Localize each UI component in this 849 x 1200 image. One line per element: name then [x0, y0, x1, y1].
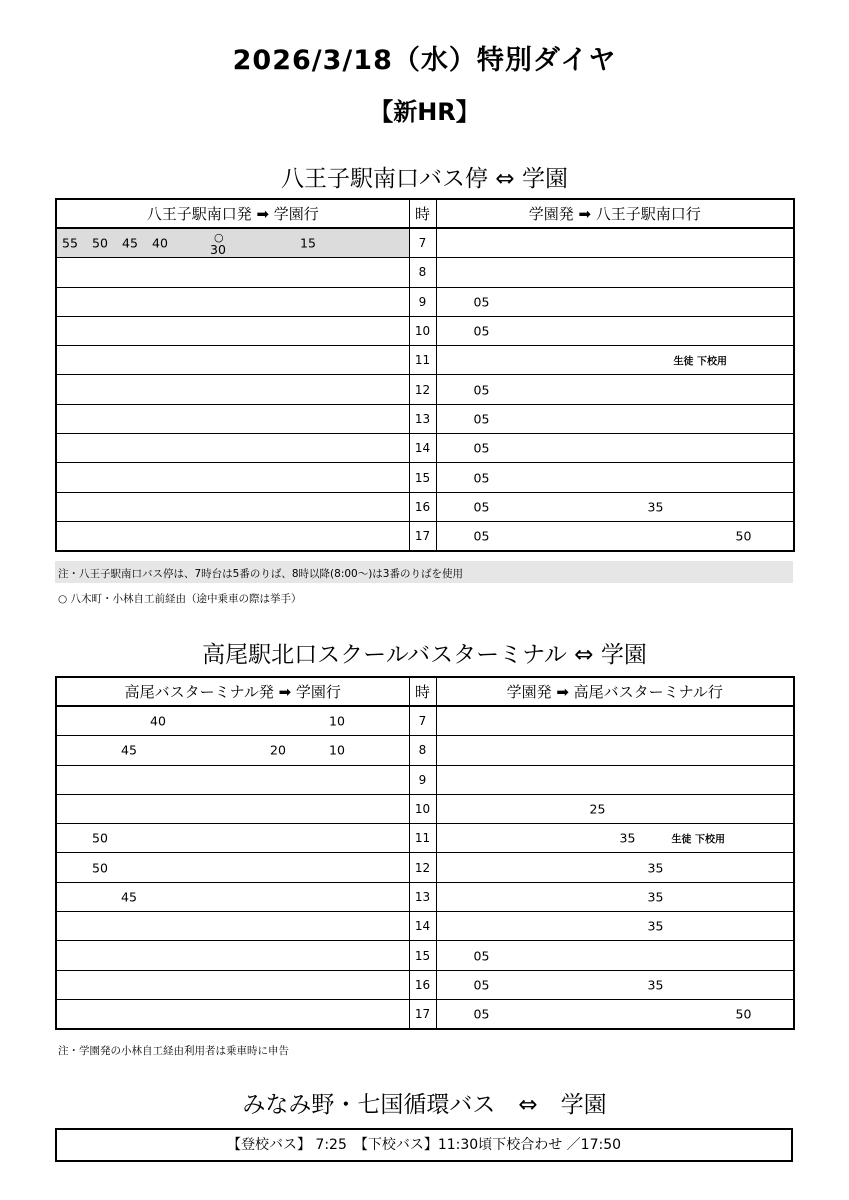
table-cell — [436, 404, 794, 433]
table-cell — [56, 706, 409, 736]
hour-cell: 10 — [409, 794, 436, 823]
hour-cell: 12 — [409, 853, 436, 882]
minute: 15 — [300, 235, 316, 251]
student-dismissal-note: 生徒 下校用 — [671, 834, 725, 846]
hour-cell: 9 — [409, 765, 436, 794]
table-cell — [56, 853, 409, 882]
table-cell — [56, 912, 409, 941]
hour-cell: 14 — [409, 434, 436, 463]
minute: 30 — [210, 242, 226, 257]
hour-cell: 7 — [409, 706, 436, 736]
table-cell — [436, 287, 794, 316]
minute: 05 — [473, 948, 490, 964]
note-kobayashi: 注・学園発の小林自工経由利用者は乗車時に申告 — [58, 1045, 289, 1057]
minute: 50 — [92, 860, 108, 876]
hour-cell: 15 — [409, 463, 436, 492]
minute: 05 — [473, 411, 490, 427]
circle-mark: ○ — [214, 231, 224, 244]
table-cell — [436, 521, 794, 551]
table-cell — [436, 794, 794, 823]
table-cell — [436, 228, 794, 258]
table-cell — [436, 463, 794, 492]
table-cell — [56, 765, 409, 794]
hour-cell: 17 — [409, 521, 436, 551]
minute: 05 — [473, 977, 490, 993]
table-cell — [56, 736, 409, 765]
hour-cell: 15 — [409, 941, 436, 970]
minute: 10 — [329, 713, 345, 729]
minute: 40 — [152, 235, 168, 251]
minute: 25 — [589, 801, 606, 817]
note-route: ○ 八木町・小林自工前経由（途中乗車の際は挙手） — [58, 593, 302, 605]
loop-bus-info: 【登校バス】 7:25 【下校バス】11:30頃下校合わせ ／17:50 — [55, 1128, 793, 1162]
page-subtitle: 【新HR】 — [369, 98, 480, 126]
minute: 45 — [121, 889, 137, 905]
minute: 55 — [62, 235, 78, 251]
table-cell — [436, 999, 794, 1029]
timetable-takao — [55, 676, 795, 1030]
hour-cell: 16 — [409, 970, 436, 999]
table-cell — [56, 287, 409, 316]
header-left: 高尾バスターミナル発 ➡ 学園行 — [56, 677, 409, 706]
table-cell — [56, 228, 409, 258]
table-cell — [436, 853, 794, 882]
minute: 35 — [647, 889, 664, 905]
header-right: 学園発 ➡ 高尾バスターミナル行 — [436, 677, 794, 706]
hour-cell: 8 — [409, 258, 436, 287]
section2-title: 高尾駅北口スクールバスターミナル ⇔ 学園 — [202, 642, 647, 668]
minute: 35 — [647, 860, 664, 876]
hour-cell: 16 — [409, 492, 436, 521]
section1-title: 八王子駅南口バス停 ⇔ 学園 — [281, 166, 568, 192]
minute: 10 — [329, 742, 345, 758]
table-cell — [436, 765, 794, 794]
minute: 05 — [473, 1006, 490, 1022]
table-cell — [56, 258, 409, 287]
hour-cell: 17 — [409, 999, 436, 1029]
table-cell — [56, 941, 409, 970]
minute: 05 — [473, 323, 490, 339]
table-cell — [436, 434, 794, 463]
minute: 45 — [121, 742, 137, 758]
hour-cell: 7 — [409, 228, 436, 258]
hour-cell: 13 — [409, 882, 436, 911]
table-cell — [56, 346, 409, 375]
table-cell — [56, 999, 409, 1029]
hour-cell: 11 — [409, 824, 436, 853]
minute: 05 — [473, 499, 490, 515]
table-cell — [56, 434, 409, 463]
table-cell — [56, 824, 409, 853]
table-cell — [56, 970, 409, 999]
table-cell — [56, 882, 409, 911]
hour-cell: 11 — [409, 346, 436, 375]
minute: 05 — [473, 470, 490, 486]
table-cell — [436, 882, 794, 911]
minute: 05 — [473, 294, 490, 310]
table-cell — [436, 912, 794, 941]
hour-cell: 12 — [409, 375, 436, 404]
table-cell — [56, 463, 409, 492]
minute: 35 — [647, 977, 664, 993]
table-cell — [56, 316, 409, 345]
header-hour: 時 — [409, 677, 436, 706]
table-cell — [436, 824, 794, 853]
minute: 50 — [735, 528, 752, 544]
minute: 40 — [150, 713, 166, 729]
minute: 45 — [122, 235, 138, 251]
table-cell — [56, 521, 409, 551]
note-platform: 注・八王子駅南口バス停は、7時台は5番のりば、8時以降(8:00～)は3番のりばを使用 — [58, 568, 463, 580]
minute: 50 — [92, 830, 108, 846]
table-cell — [436, 736, 794, 765]
table-cell — [436, 316, 794, 345]
minute: 35 — [647, 918, 664, 934]
table-cell — [56, 404, 409, 433]
minute: 50 — [735, 1006, 752, 1022]
header-right: 学園発 ➡ 八王子駅南口行 — [436, 199, 794, 228]
table-cell — [56, 375, 409, 404]
student-dismissal-note: 生徒 下校用 — [673, 356, 727, 368]
page-title: 2026/3/18（水）特別ダイヤ — [232, 45, 617, 76]
table-cell — [436, 258, 794, 287]
hour-cell: 10 — [409, 316, 436, 345]
hour-cell: 8 — [409, 736, 436, 765]
table-cell — [436, 492, 794, 521]
header-left: 八王子駅南口発 ➡ 学園行 — [56, 199, 409, 228]
hour-cell: 9 — [409, 287, 436, 316]
minute: 05 — [473, 382, 490, 398]
section3-title: みなみ野・七国循環バス ⇔ 学園 — [242, 1092, 607, 1118]
table-cell — [436, 970, 794, 999]
minute: 35 — [619, 830, 636, 846]
timetable-hachioji — [55, 198, 795, 552]
minute: 05 — [473, 528, 490, 544]
minute: 20 — [270, 742, 286, 758]
minute: 50 — [92, 235, 108, 251]
table-cell — [436, 375, 794, 404]
hour-cell: 14 — [409, 912, 436, 941]
table-cell — [436, 346, 794, 375]
table-cell — [436, 706, 794, 736]
table-cell — [56, 492, 409, 521]
minute: 05 — [473, 440, 490, 456]
header-hour: 時 — [409, 199, 436, 228]
table-cell — [436, 941, 794, 970]
minute: 35 — [647, 499, 664, 515]
hour-cell: 13 — [409, 404, 436, 433]
table-cell — [56, 794, 409, 823]
